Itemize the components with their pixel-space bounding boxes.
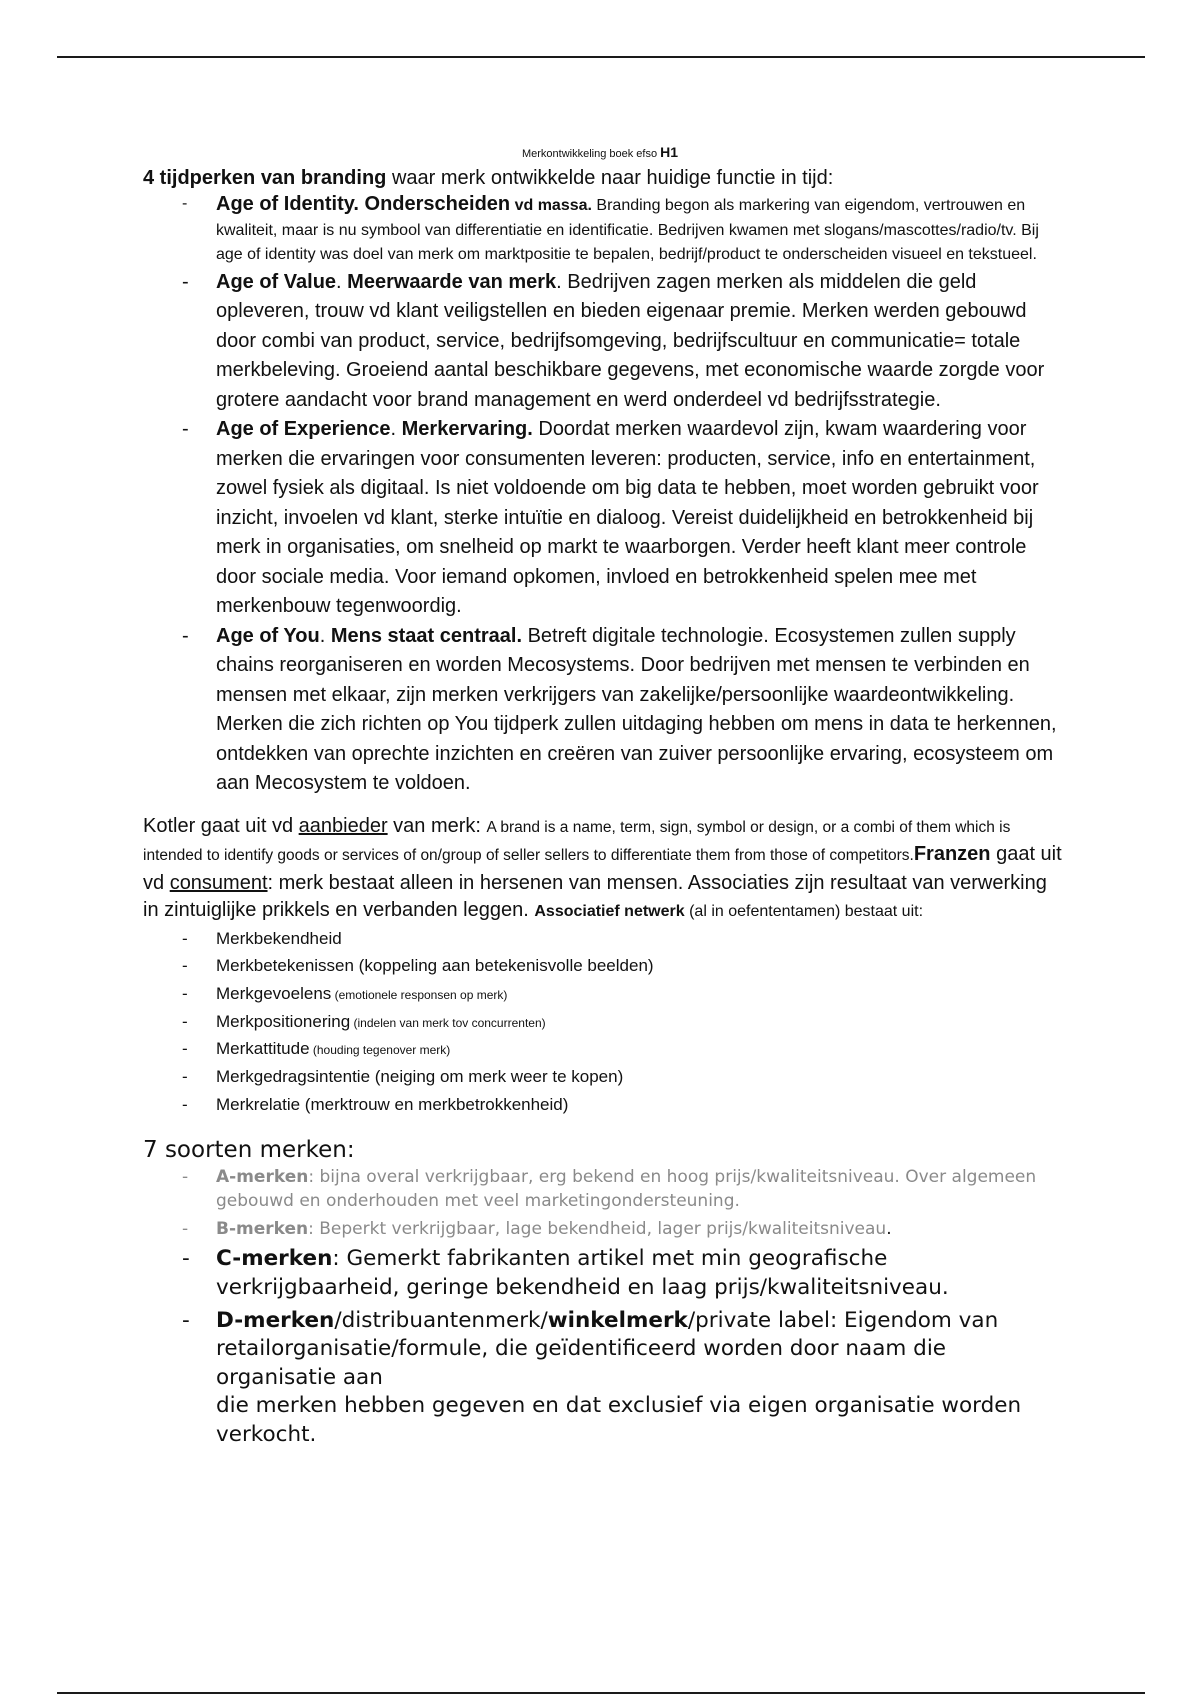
document-body — [143, 145, 1063, 1450]
kotler-consument: consument — [169, 871, 268, 894]
item-label: Merkbekendheid — [216, 928, 342, 948]
title-chapter: H1 — [660, 144, 679, 160]
age-text: Betreft digitale technologie. Ecosystemen zullen supply chains reorganiseren en worden Mecosystems. Door bedrijven met mensen te verbinden en mensen met elkaar, zijn merken verkrijgers van zakelijke/persoonlijke waardeontwikkeling. Merken die zich richten op You tijdperk zullen uitdaging hebben om mens in data te herkennen, ontdekken van oprechte inzichten en creëren van zuiver persoonlijke ervaring, ecosysteem om aan Mecosystem te voldoen. — [216, 624, 1057, 794]
list-item — [143, 981, 1063, 1009]
document-title — [137, 145, 1063, 161]
age-item — [143, 415, 1063, 622]
age-subtitle: Merkervaring. — [401, 418, 533, 440]
kotler-text: Kotler gaat uit vd — [143, 814, 299, 837]
age-subtitle: Meerwaarde van merk — [347, 270, 557, 293]
age-name: Age of Identity — [216, 193, 354, 215]
franzen-label: Franzen — [913, 843, 991, 865]
list-item — [143, 926, 1063, 954]
brand-type-text: /private label: Eigendom van retailorganisatie/formule, die geïdentificeerd worden door naam die organisatie aan — [216, 1307, 999, 1390]
brand-type-label-2: winkelmerk — [547, 1307, 688, 1333]
age-text: Doordat merken waardevol zijn, kwam waardering voor merken die ervaringen voor consumenten leveren: producten, service, info en entertainment, zowel fysiek als digitaal. Is niet voldoende om big data te hebben, moet worden gebruikt voor inzicht, invoelen vd klant, sterke intuïtie en dialoog. Vereist duidelijkheid en betrokkenheid bij merk in organisaties, om snelheid op markt te waarborgen. Verder heeft klant meer controle door sociale media. Voor iemand opkomen, invloed en betrokkenheid spelen mee met merkenbouw tegenwoordig. — [216, 418, 1039, 617]
age-sep: . — [319, 624, 331, 647]
intro-text: waar merk ontwikkelde naar huidige functie in tijd: — [386, 167, 834, 189]
list-item — [143, 1064, 1063, 1092]
item-label: Merkrelatie (merktrouw en merkbetrokkenheid) — [216, 1094, 569, 1114]
age-item — [143, 192, 1063, 268]
brand-type-text: : Gemerkt fabrikanten artikel met min geografische verkrijgbaarheid, geringe bekendheid en laag prijs/kwaliteitsniveau. — [216, 1246, 949, 1301]
item-label: Merkpositionering — [216, 1011, 351, 1031]
bottom-rule — [57, 1692, 1145, 1694]
age-item — [143, 622, 1063, 799]
network-list — [143, 926, 1063, 1120]
kotler-aanbieder: aanbieder — [298, 814, 388, 837]
item-note: (houding tegenover merk) — [309, 1043, 451, 1058]
kotler-text: van merk: — [387, 814, 487, 837]
title-subtitle: Merkontwikkeling boek efso — [521, 148, 658, 160]
brand-type-text: /distribuantenmerk/ — [334, 1307, 548, 1333]
intro-line — [143, 165, 1063, 192]
item-label: Merkgedragsintentie (neiging om merk weer te kopen) — [216, 1067, 624, 1087]
kotler-text: gaat uit vd — [143, 843, 1062, 894]
brand-type-label: A-merken — [216, 1167, 309, 1188]
item-label: Merkbetekenissen (koppeling aan betekenisvolle beelden) — [216, 956, 654, 976]
item-note: (indelen van merk tov concurrenten) — [350, 1015, 546, 1030]
brand-type-text: die merken hebben gegeven en dat exclusief via eigen organisatie worden verkocht. — [216, 1393, 1022, 1447]
brand-type-label: C-merken — [216, 1246, 333, 1272]
section-title: 7 soorten merken: — [143, 1137, 355, 1164]
kotler-paragraph — [143, 813, 1063, 926]
age-text: Branding begon als markering van eigendom, vertrouwen en kwaliteit, maar is nu symbool van differentiatie en identificatie. Bedrijven kwamen met slogans/mascottes/radio/tv. Bij age of identity was doel van merk om marktpositie te bepalen, bedrijf/product te onderscheiden visueel en tekstueel. — [216, 197, 1039, 263]
list-item — [143, 1092, 1063, 1120]
kotler-text: : merk bestaat alleen in hersenen van mensen. Associaties zijn resultaat van verwerking in zintuiglijke prikkels en verbanden leggen. — [143, 871, 1047, 921]
brand-types-list — [143, 1165, 1063, 1449]
list-item — [143, 1036, 1063, 1064]
list-item — [143, 953, 1063, 981]
age-text: . Bedrijven zagen merken als middelen die geld opleveren, trouw vd klant veiligstellen en bieden eigenaar premie. Merken werden gebouwd door combi van product, service, bedrijfsomgeving, bedrijfscultuur en communicatie= totale merkbeleving. Groeiend aantal beschikbare gegevens, met economische waarde zorgde voor grotere aandacht voor brand management en werd onderdeel vd bedrijfsstrategie. — [216, 270, 1045, 411]
ages-list — [143, 192, 1063, 799]
age-name: Age of Experience — [216, 418, 391, 440]
age-sep: . — [390, 418, 402, 440]
intro-bold: 4 tijdperken van branding — [143, 167, 387, 189]
age-sep: . — [336, 270, 348, 293]
brand-type-a — [143, 1165, 1063, 1213]
network-label: Associatief netwerk — [534, 903, 685, 920]
age-subtitle: Mens staat centraal. — [330, 624, 523, 647]
item-note: (emotionele responsen op merk) — [331, 987, 508, 1002]
brand-type-d — [143, 1307, 1063, 1450]
brand-type-text: : Beperkt verkrijgbaar, lage bekendheid, lager prijs/kwaliteitsniveau — [308, 1219, 887, 1240]
age-name: Age of Value — [216, 270, 337, 293]
age-name: Age of You — [216, 624, 320, 647]
age-subtitle-2: vd massa. — [510, 197, 592, 214]
brand-type-c — [143, 1245, 1063, 1302]
item-label: Merkgevoelens — [216, 983, 332, 1003]
brand-type-text: : bijna overal verkrijgbaar, erg bekend en hoog prijs/kwaliteitsniveau. Over algemeen gebouwd en onderhouden met veel marketingondersteuning. — [216, 1167, 1037, 1212]
age-subtitle: Onderscheiden — [364, 193, 511, 215]
brand-type-label: B-merken — [216, 1219, 309, 1240]
list-item — [143, 1009, 1063, 1037]
brand-type-b — [143, 1217, 1063, 1241]
top-rule — [57, 56, 1145, 58]
age-item — [143, 268, 1063, 416]
brand-type-end: . — [886, 1219, 892, 1240]
kotler-quote: A brand is a name, term, sign, symbol or design, or a combi of them which is intended to identify goods or services of on/group of seller sellers to differentiate them from those of competitors. — [143, 818, 1011, 864]
kotler-text: (al in oefententamen) bestaat uit: — [684, 903, 924, 920]
brand-type-label: D-merken — [216, 1307, 335, 1333]
age-sep: . — [353, 193, 365, 215]
item-label: Merkattitude — [216, 1039, 310, 1059]
